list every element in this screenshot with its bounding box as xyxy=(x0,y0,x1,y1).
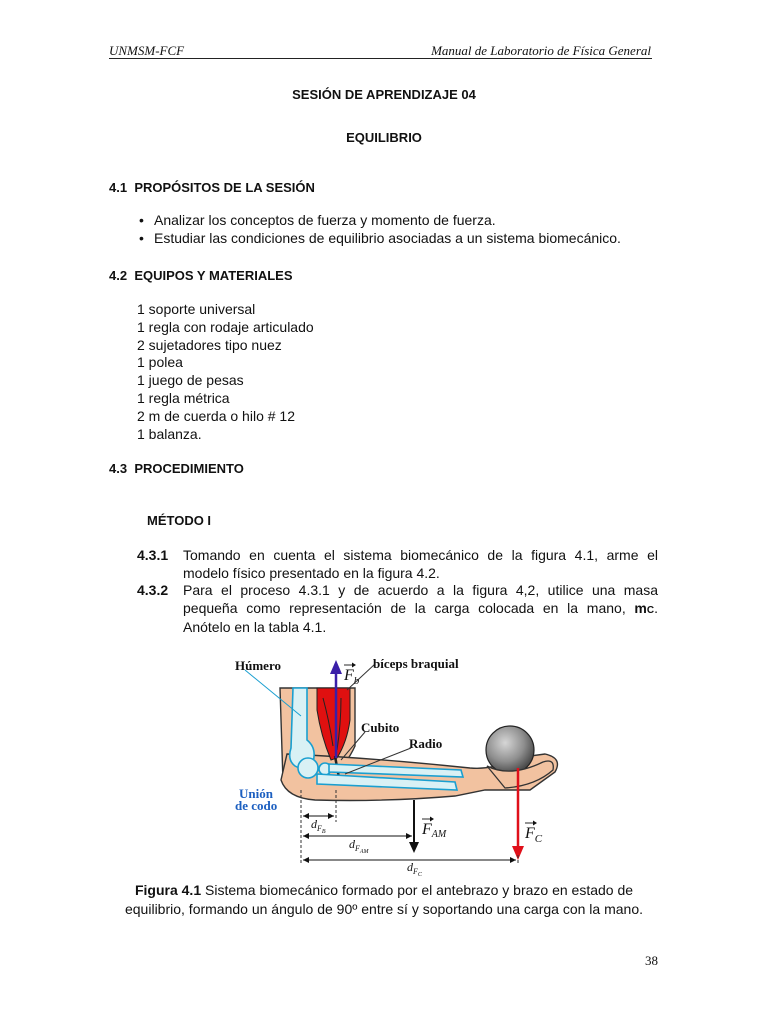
step-4-3-2-line1: Para el proceso 4.3.1 y de acuerdo a la figura 4,2, utilice una masa xyxy=(183,582,658,598)
label-radio: Radio xyxy=(409,736,443,751)
section-4-1-number: 4.1 xyxy=(109,180,128,195)
distance-fc-label: $d_FC$ xyxy=(407,860,422,878)
section-4-2-title: EQUIPOS Y MATERIALES xyxy=(134,268,293,283)
material-item: 1 juego de pesas xyxy=(137,372,244,389)
section-4-2-heading xyxy=(109,268,293,283)
section-4-3-heading xyxy=(109,461,244,476)
figure-caption-line2: equilibrio, formando un ángulo de 90º entre sí y soportando una carga con la mano. xyxy=(124,901,643,917)
step-4-3-2-line3: Anótelo en la tabla 4.1. xyxy=(183,619,327,635)
force-fam-label: FAM xyxy=(422,821,447,840)
vector-bar-tip xyxy=(352,663,356,668)
mass-symbol: m xyxy=(634,599,647,616)
step-4-3-1-number: 4.3.1 xyxy=(137,547,169,563)
topic-title: EQUILIBRIO xyxy=(346,130,422,145)
load-ball xyxy=(486,726,534,774)
step-4-3-1-line2: modelo físico presentado en la figura 4.2. xyxy=(183,564,440,581)
label-cubito: Cubito xyxy=(361,720,400,735)
page-number: 38 xyxy=(645,953,658,968)
purpose-item: • Analizar los conceptos de fuerza y momento de fuerza. xyxy=(136,211,656,229)
force-fc-label: $F_C$ xyxy=(525,825,543,845)
figure-caption xyxy=(100,881,668,919)
vector-bar-tip xyxy=(430,817,434,822)
purpose-list xyxy=(136,211,656,247)
label-biceps: bíceps braquial xyxy=(373,656,459,671)
distance-fb-head-right xyxy=(328,813,334,819)
elbow-joint xyxy=(298,758,318,778)
header-rule xyxy=(109,58,652,59)
distance-fb-label: $d_FB$ xyxy=(311,817,326,835)
step-4-3-2-text xyxy=(183,582,658,637)
material-item: 2 m de cuerda o hilo # 12 xyxy=(137,407,295,424)
material-item: 2 sujetadores tipo nuez xyxy=(137,336,282,353)
material-item: 1 regla con rodaje articulado xyxy=(137,318,314,335)
method-title: MÉTODO I xyxy=(147,513,212,528)
step-4-3-2-number: 4.3.2 xyxy=(137,582,169,598)
material-item: 1 polea xyxy=(137,354,183,371)
material-item: 1 soporte universal xyxy=(137,301,256,317)
distance-fc-head-right xyxy=(510,857,516,863)
distance-fb-head-left xyxy=(303,813,309,819)
mass-subscript: C xyxy=(646,604,655,616)
label-humero: Húmero xyxy=(235,658,281,673)
section-4-1-heading xyxy=(109,180,315,195)
material-item: 1 regla métrica xyxy=(137,389,230,406)
section-4-2-number: 4.2 xyxy=(109,268,128,283)
step-4-3-1-line1: Tomando en cuenta el sistema biomecánico de la figura 4.1, arme el xyxy=(183,547,658,563)
material-item: 1 balanza. xyxy=(137,425,202,442)
label-union-1: Unión xyxy=(239,786,273,801)
distance-fam-head-right xyxy=(406,833,412,839)
distance-fam-head-left xyxy=(303,833,309,839)
force-fb-arrowhead xyxy=(330,660,342,674)
section-4-1-title: PROPÓSITOS DE LA SESIÓN xyxy=(134,180,315,195)
section-4-3-number: 4.3 xyxy=(109,461,128,476)
force-fb-label: $F_b$ xyxy=(344,667,360,687)
purpose-item: • Estudiar las condiciones de equilibrio asociadas a un sistema biomecánico. xyxy=(136,229,656,247)
figure-caption-line1 xyxy=(100,881,668,900)
biomechanical-figure xyxy=(225,650,565,880)
section-4-3-title: PROCEDIMIENTO xyxy=(134,461,244,476)
step-4-3-1-text xyxy=(183,547,658,582)
figure-caption-label: Figura 4.1 xyxy=(134,882,202,898)
step-4-3-2-line2 xyxy=(183,600,658,620)
label-union-2: de codo xyxy=(235,798,278,813)
header-right: Manual de Laboratorio de Física General xyxy=(431,43,651,58)
header-left: UNMSM-FCF xyxy=(109,43,185,58)
distance-fc-head-left xyxy=(303,857,309,863)
figure-caption-text1: Sistema biomecánico formado por el antebrazo y brazo en estado de xyxy=(201,882,634,898)
step-4-3-2-line2-text: pequeña como representación de la carga colocada en la mano, xyxy=(183,599,635,616)
materials-list xyxy=(137,301,314,443)
session-title: SESIÓN DE APRENDIZAJE 04 xyxy=(292,87,476,102)
step-4-3-2-line2-end: . xyxy=(654,599,658,616)
distance-fam-label: $d_FAM$ xyxy=(349,837,369,855)
force-fam-arrowhead xyxy=(409,842,419,853)
vector-bar-tip xyxy=(533,821,537,826)
